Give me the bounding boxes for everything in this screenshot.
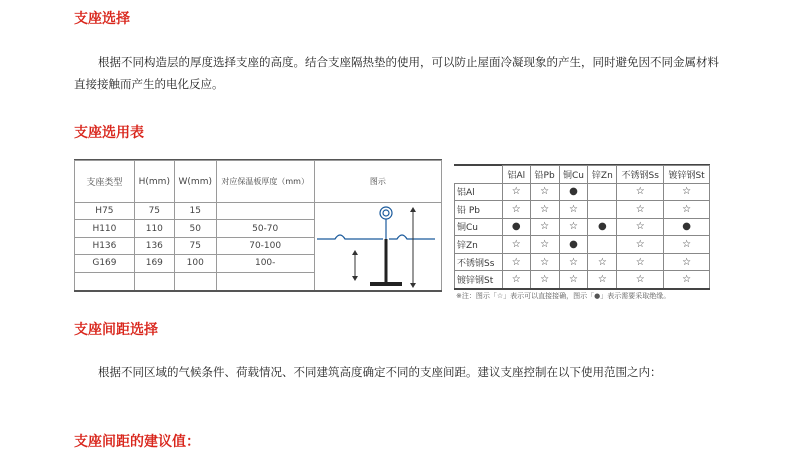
cell-thickness: 50-70 (216, 220, 314, 237)
matrix-cell: ☆ (559, 201, 588, 219)
matrix-cell: ☆ (502, 271, 530, 289)
matrix-row (455, 218, 710, 236)
matrix-cell: ● (559, 236, 588, 254)
matrix-row-label: 镀锌钢St (455, 271, 503, 289)
cell-w: 75 (174, 237, 216, 254)
metal-compatibility-matrix (454, 165, 710, 289)
matrix-cell: ☆ (664, 253, 710, 271)
cell-h: 136 (134, 237, 174, 254)
matrix-cell: ☆ (530, 271, 559, 289)
matrix-cell: ● (588, 218, 617, 236)
matrix-cell: ☆ (530, 201, 559, 219)
matrix-bottom-rule (454, 288, 710, 290)
support-diagram (315, 203, 443, 292)
table-bottom-rule (74, 290, 442, 292)
matrix-col-header: 镀锌钢St (664, 166, 710, 184)
header-h: H(mm) (134, 161, 174, 203)
matrix-col-header: 铝Al (502, 166, 530, 184)
matrix-cell (588, 236, 617, 254)
cell-thickness (216, 203, 314, 220)
cell-thickness: 70-100 (216, 237, 314, 254)
roof-panel-left (317, 235, 383, 239)
matrix-cell: ☆ (502, 236, 530, 254)
spacing-paragraph: 根据不同区域的气候条件、荷载情况、不同建筑高度确定不同的支座间距。建议支座控制在以下使用范围之内： (98, 365, 662, 379)
matrix-cell: ☆ (559, 253, 588, 271)
matrix-cell: ☆ (559, 271, 588, 289)
support-base (370, 282, 402, 286)
cell-h: 110 (134, 220, 174, 237)
cell-h: 169 (134, 255, 174, 272)
matrix-col-header: 铜Cu (559, 166, 588, 184)
matrix-row-label: 铅 Pb (455, 201, 503, 219)
matrix-cell: ☆ (664, 271, 710, 289)
matrix-col-header: 铅Pb (530, 166, 559, 184)
matrix-note: ※注：图示「☆」表示可以直接接确，图示「●」表示需要采取绝缘。 (456, 292, 671, 300)
cell-type: H75 (75, 203, 135, 220)
header-thickness: 对应保温板厚度（mm） (216, 161, 314, 203)
matrix-cell: ☆ (617, 253, 664, 271)
matrix-row-label: 铜Cu (455, 218, 503, 236)
matrix-cell: ☆ (664, 201, 710, 219)
section-title-selection: 支座选择 (74, 11, 130, 27)
section-title-spacing: 支座间距选择 (74, 322, 158, 338)
header-w: W(mm) (174, 161, 216, 203)
matrix-cell: ● (664, 218, 710, 236)
matrix-cell: ● (502, 218, 530, 236)
cell-type: G169 (75, 255, 135, 272)
matrix-cell: ● (559, 183, 588, 201)
cell-w: 15 (174, 203, 216, 220)
header-diagram: 图示 (314, 161, 441, 203)
support-selection-table (74, 160, 442, 291)
matrix-cell: ☆ (530, 253, 559, 271)
seam-clip-outer (380, 207, 392, 219)
matrix-cell: ☆ (664, 236, 710, 254)
roof-panel-right (389, 235, 435, 239)
matrix-cell: ☆ (530, 218, 559, 236)
matrix-cell: ☆ (617, 218, 664, 236)
matrix-row (455, 183, 710, 201)
matrix-row-label: 不锈钢Ss (455, 253, 503, 271)
cell-w: 100 (174, 255, 216, 272)
matrix-row-label: 锌Zn (455, 236, 503, 254)
matrix-col-header: 锌Zn (588, 166, 617, 184)
matrix-row-label: 铝Al (455, 183, 503, 201)
matrix-cell: ☆ (559, 218, 588, 236)
cell-h: 75 (134, 203, 174, 220)
matrix-row (455, 253, 710, 271)
cell-w: 50 (174, 220, 216, 237)
matrix-cell: ☆ (502, 183, 530, 201)
selection-paragraph: 根据不同构造层的厚度选择支座的高度。结合支座隔热垫的使用，可以防止屋面冷凝现象的产生，同时避免因不同金属材料直接接触而产生的电化反应。 (74, 55, 719, 91)
support-diagram-cell (314, 203, 441, 291)
header-type: 支座类型 (75, 161, 135, 203)
section-title-spacing-values: 支座间距的建议值： (74, 434, 200, 450)
matrix-cell: ☆ (502, 201, 530, 219)
cell-type: H136 (75, 237, 135, 254)
matrix-cell: ☆ (617, 271, 664, 289)
matrix-cell: ☆ (530, 236, 559, 254)
table-row (75, 203, 442, 220)
matrix-cell: ☆ (664, 183, 710, 201)
matrix-cell: ☆ (617, 201, 664, 219)
matrix-header-row (455, 166, 710, 184)
cell-thickness: 100- (216, 255, 314, 272)
matrix-row (455, 201, 710, 219)
matrix-cell: ☆ (617, 183, 664, 201)
matrix-cell: ☆ (588, 271, 617, 289)
matrix-cell: ☆ (588, 253, 617, 271)
matrix-row (455, 271, 710, 289)
matrix-cell: ☆ (617, 236, 664, 254)
matrix-cell: ☆ (502, 253, 530, 271)
matrix-row (455, 236, 710, 254)
table-header-row (75, 161, 442, 203)
cell-type: H110 (75, 220, 135, 237)
matrix-cell (588, 183, 617, 201)
matrix-cell: ☆ (530, 183, 559, 201)
matrix-cell (588, 201, 617, 219)
matrix-col-header: 不锈钢Ss (617, 166, 664, 184)
seam-clip-inner (383, 210, 389, 216)
section-title-table: 支座选用表 (74, 125, 144, 141)
